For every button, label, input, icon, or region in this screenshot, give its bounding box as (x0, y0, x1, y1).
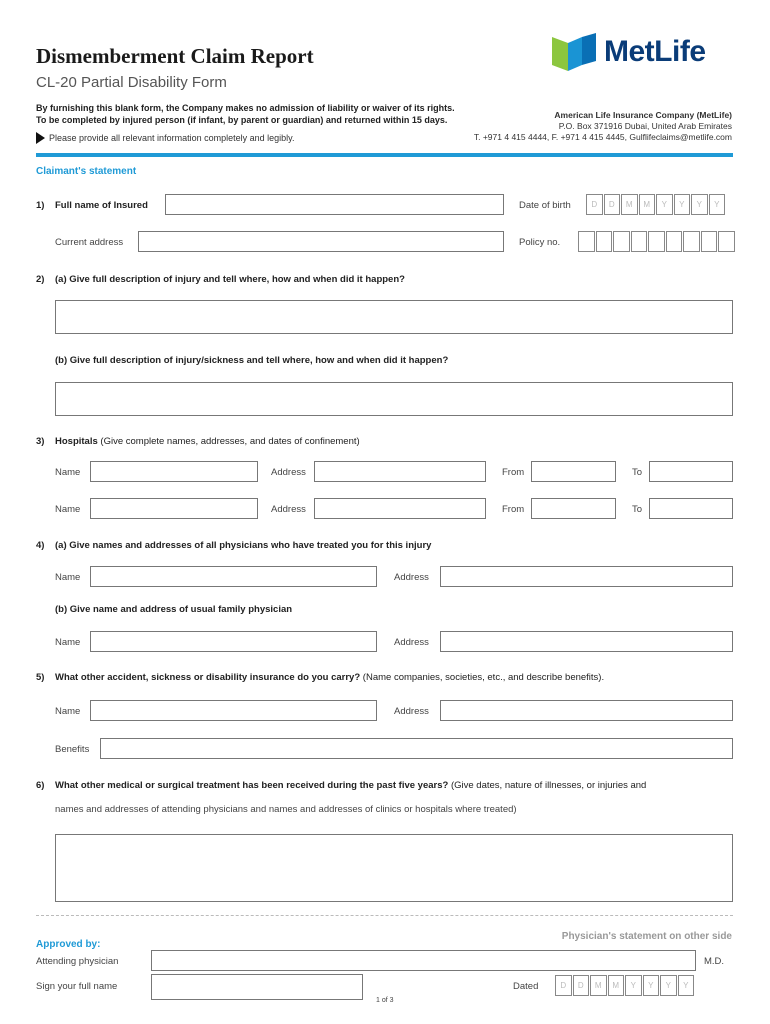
metlife-logo (552, 33, 706, 71)
physician-name-field[interactable] (90, 566, 377, 587)
hospital-to-label: To (632, 467, 643, 478)
hospital-to-field[interactable] (649, 461, 733, 482)
q5-number: 5) (36, 672, 45, 683)
disclaimer-line-1: By furnishing this blank form, the Company makes no admission of liability or waiver of its rights. (36, 103, 455, 113)
injury-description-field[interactable] (55, 300, 733, 334)
md-label: M.D. (704, 956, 725, 967)
policy-cell[interactable] (701, 231, 718, 252)
policy-cell[interactable] (666, 231, 683, 252)
medical-treatment-field[interactable] (55, 834, 733, 902)
dob-cell[interactable]: D (604, 194, 621, 215)
dated-cell[interactable]: D (573, 975, 590, 996)
hospital-to-field[interactable] (649, 498, 733, 519)
approved-by-label: Approved by: (36, 939, 101, 950)
current-address-field[interactable] (138, 231, 504, 252)
dob-cell[interactable]: Y (674, 194, 691, 215)
q6-note: (Give dates, nature of illnesses, or injuries and (450, 780, 647, 791)
page-number: 1 of 3 (376, 997, 394, 1004)
policy-cell[interactable] (683, 231, 700, 252)
policy-cell[interactable] (596, 231, 613, 252)
injury-sickness-description-field[interactable] (55, 382, 733, 416)
q3-note: (Give complete names, addresses, and dates of confinement) (100, 436, 360, 447)
attending-physician-label: Attending physician (36, 956, 119, 967)
hospital-from-field[interactable] (531, 461, 616, 482)
hospital-from-label: From (502, 467, 525, 478)
physician-address-field[interactable] (440, 566, 733, 587)
hospital-name-field[interactable] (90, 498, 258, 519)
dated-field[interactable] (555, 975, 695, 996)
policy-cell[interactable] (613, 231, 630, 252)
dated-cell[interactable]: Y (625, 975, 642, 996)
dated-cell[interactable]: M (590, 975, 607, 996)
dob-field[interactable] (586, 194, 726, 215)
hospital-name-label: Name (55, 504, 81, 515)
hospital-address-field[interactable] (314, 498, 486, 519)
hospital-address-label: Address (271, 504, 306, 515)
header-divider (36, 153, 733, 157)
insurance-address-label: Address (394, 706, 429, 717)
q5-label: What other accident, sickness or disability insurance do you carry? (55, 672, 361, 683)
q3-label: Hospitals (55, 436, 98, 447)
policy-label: Policy no. (519, 237, 561, 248)
q5-question (55, 672, 604, 683)
dob-cell[interactable]: Y (709, 194, 726, 215)
dob-label: Date of birth (519, 200, 571, 211)
q4a-label: (a) Give names and addresses of all physicians who have treated you for this injury (55, 540, 432, 551)
q1-number: 1) (36, 200, 45, 211)
dob-cell[interactable]: Y (656, 194, 673, 215)
physician-name-label: Name (55, 572, 81, 583)
hospital-to-label: To (632, 504, 643, 515)
dated-cell[interactable]: Y (643, 975, 660, 996)
hospital-name-label: Name (55, 467, 81, 478)
disclaimer-line-2: To be completed by injured person (if infant, by parent or guardian) and returned within 15 days. (36, 115, 448, 125)
insurance-address-field[interactable] (440, 700, 733, 721)
company-name: American Life Insurance Company (MetLife) (554, 110, 732, 120)
q6-label: What other medical or surgical treatment has been received during the past five years? (55, 780, 449, 791)
section-title: Claimant's statement (36, 166, 137, 177)
policy-cell[interactable] (718, 231, 735, 252)
dob-cell[interactable]: Y (691, 194, 708, 215)
q1-label: Full name of Insured (55, 200, 148, 211)
insurance-name-label: Name (55, 706, 81, 717)
dated-cell[interactable]: D (555, 975, 572, 996)
q3-question (55, 436, 360, 447)
q4-number: 4) (36, 540, 45, 551)
instruction-text: Please provide all relevant information completely and legibly. (49, 133, 295, 143)
physician-statement-note: Physician's statement on other side (561, 931, 732, 942)
dated-cell[interactable]: Y (660, 975, 677, 996)
benefits-label: Benefits (55, 744, 90, 755)
q2-number: 2) (36, 274, 45, 285)
triangle-right-icon (36, 132, 45, 144)
metlife-logo-icon (552, 33, 596, 71)
instruction (36, 132, 294, 144)
policy-cell[interactable] (578, 231, 595, 252)
hospital-address-field[interactable] (314, 461, 486, 482)
insurance-name-field[interactable] (90, 700, 377, 721)
section-divider (36, 915, 733, 916)
form-title: Dismemberment Claim Report (36, 44, 314, 68)
hospital-from-field[interactable] (531, 498, 616, 519)
physician-address-label: Address (394, 572, 429, 583)
dated-cell[interactable]: M (608, 975, 625, 996)
signature-field[interactable] (151, 974, 363, 1000)
sign-full-name-label: Sign your full name (36, 981, 118, 992)
family-physician-name-field[interactable] (90, 631, 377, 652)
family-physician-name-label: Name (55, 637, 81, 648)
policy-cell[interactable] (631, 231, 648, 252)
logo-wordmark: MetLife (604, 35, 706, 68)
company-address: P.O. Box 371916 Dubai, United Arab Emirates (558, 121, 732, 131)
policy-cell[interactable] (648, 231, 665, 252)
q6-question (55, 780, 646, 791)
dob-cell[interactable]: D (586, 194, 603, 215)
q6-note-line-2: names and addresses of attending physicians and names and addresses of clinics or hospitals where treated) (55, 804, 517, 815)
company-info (474, 110, 732, 143)
dob-cell[interactable]: M (621, 194, 638, 215)
q5-note: (Name companies, societies, etc., and describe benefits). (362, 672, 605, 683)
current-address-label: Current address (55, 237, 124, 248)
insured-name-field[interactable] (165, 194, 504, 215)
q4b-label: (b) Give name and address of usual family physician (55, 604, 293, 615)
q2b-label: (b) Give full description of injury/sickness and tell where, how and when did it happen? (55, 355, 449, 366)
family-physician-address-field[interactable] (440, 631, 733, 652)
benefits-field[interactable] (100, 738, 733, 759)
attending-physician-field[interactable] (151, 950, 696, 971)
q6-number: 6) (36, 780, 45, 791)
q2a-label: (a) Give full description of injury and tell where, how and when did it happen? (55, 274, 405, 285)
family-physician-address-label: Address (394, 637, 429, 648)
hospital-name-field[interactable] (90, 461, 258, 482)
hospital-from-label: From (502, 504, 525, 515)
policy-number-field[interactable] (578, 231, 736, 252)
disclaimer (36, 102, 455, 126)
dob-cell[interactable]: M (639, 194, 656, 215)
dated-label: Dated (513, 981, 539, 992)
q3-number: 3) (36, 436, 45, 447)
company-contact: T. +971 4 415 4444, F. +971 4 415 4445, Gulflifeclaims@metlife.com (473, 132, 732, 142)
dated-cell[interactable]: Y (678, 975, 695, 996)
hospital-address-label: Address (271, 467, 306, 478)
form-subtitle: CL-20 Partial Disability Form (36, 74, 227, 91)
